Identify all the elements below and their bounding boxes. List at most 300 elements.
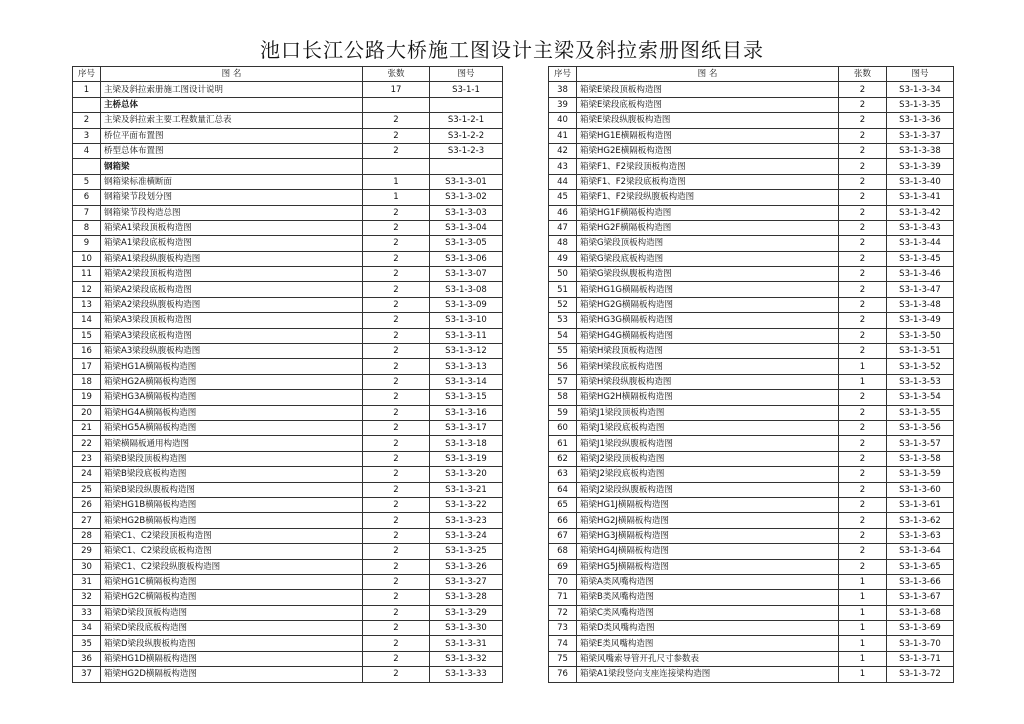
row-sheets: 2	[839, 143, 887, 158]
row-name: 箱梁A1梁段底板构造图	[101, 236, 363, 251]
row-name: 箱梁HG3J横隔板构造图	[577, 528, 839, 543]
row-code: S3-1-3-35	[887, 97, 954, 112]
row-sheets: 2	[363, 544, 430, 559]
table-row	[549, 605, 954, 620]
table-row	[549, 590, 954, 605]
row-name: 箱梁A3梁段纵腹板构造图	[101, 344, 363, 359]
row-code: S3-1-3-28	[430, 590, 503, 605]
row-sheets	[363, 159, 430, 174]
row-code: S3-1-3-56	[887, 420, 954, 435]
row-sheets: 2	[839, 282, 887, 297]
row-code: S3-1-3-55	[887, 405, 954, 420]
table-body-left	[73, 82, 503, 682]
row-code: S3-1-3-48	[887, 297, 954, 312]
row-name: 箱梁HG4G横隔板构造图	[577, 328, 839, 343]
row-no: 60	[549, 420, 577, 435]
row-sheets: 2	[839, 420, 887, 435]
table-row	[549, 467, 954, 482]
row-no: 40	[549, 113, 577, 128]
row-name: 箱梁A类风嘴构造图	[577, 574, 839, 589]
row-code: S3-1-3-63	[887, 528, 954, 543]
row-no: 68	[549, 544, 577, 559]
table-row	[73, 574, 503, 589]
table-row	[549, 359, 954, 374]
row-code: S3-1-3-12	[430, 344, 503, 359]
row-no: 35	[73, 636, 101, 651]
header-no: 序号	[549, 67, 577, 82]
table-row	[549, 113, 954, 128]
row-sheets: 2	[363, 282, 430, 297]
table-row	[73, 97, 503, 112]
table-row	[549, 143, 954, 158]
table-row	[73, 390, 503, 405]
row-no: 23	[73, 451, 101, 466]
row-code: S3-1-3-29	[430, 605, 503, 620]
row-code: S3-1-3-21	[430, 482, 503, 497]
row-sheets: 2	[839, 328, 887, 343]
row-name: 箱梁H梁段顶板构造图	[577, 344, 839, 359]
row-code: S3-1-3-34	[887, 82, 954, 97]
table-row	[549, 267, 954, 282]
row-name: 钢箱梁节段划分图	[101, 190, 363, 205]
row-sheets: 2	[839, 313, 887, 328]
row-name: 箱梁J1梁段顶板构造图	[577, 405, 839, 420]
row-code: S3-1-3-65	[887, 559, 954, 574]
row-no: 31	[73, 574, 101, 589]
row-name: 箱梁J1梁段底板构造图	[577, 420, 839, 435]
row-no: 57	[549, 374, 577, 389]
row-sheets: 1	[839, 636, 887, 651]
row-no: 33	[73, 605, 101, 620]
row-no: 25	[73, 482, 101, 497]
row-name: 箱梁B梁段纵腹板构造图	[101, 482, 363, 497]
row-name: 箱梁A3梁段底板构造图	[101, 328, 363, 343]
row-no: 30	[73, 559, 101, 574]
table-row	[549, 344, 954, 359]
table-row	[73, 374, 503, 389]
table-row	[73, 420, 503, 435]
row-name: 箱梁HG1C横隔板构造图	[101, 574, 363, 589]
row-sheets: 2	[363, 621, 430, 636]
row-code: S3-1-3-32	[430, 651, 503, 666]
table-row	[73, 313, 503, 328]
row-code: S3-1-3-11	[430, 328, 503, 343]
row-no: 48	[549, 236, 577, 251]
row-code: S3-1-3-52	[887, 359, 954, 374]
row-name: 箱梁F1、F2梁段纵腹板构造图	[577, 190, 839, 205]
row-name: 箱梁C1、C2梁段纵腹板构造图	[101, 559, 363, 574]
row-name: 箱梁A1梁段顶板构造图	[101, 220, 363, 235]
row-sheets: 2	[363, 143, 430, 158]
row-name: 箱梁D梁段纵腹板构造图	[101, 636, 363, 651]
header-name: 图 名	[101, 67, 363, 82]
row-code: S3-1-3-51	[887, 344, 954, 359]
row-sheets: 2	[363, 405, 430, 420]
row-no: 49	[549, 251, 577, 266]
table-row	[73, 359, 503, 374]
row-name: 箱梁HG3G横隔板构造图	[577, 313, 839, 328]
table-header-row	[73, 67, 503, 82]
row-sheets: 2	[363, 436, 430, 451]
row-no: 6	[73, 190, 101, 205]
row-no: 15	[73, 328, 101, 343]
table-row	[549, 544, 954, 559]
row-name: 主梁及斜拉索册施工图设计说明	[101, 82, 363, 97]
row-name: 箱梁HG2F横隔板构造图	[577, 220, 839, 235]
row-sheets: 1	[839, 621, 887, 636]
row-sheets: 2	[839, 128, 887, 143]
row-sheets: 17	[363, 82, 430, 97]
row-sheets: 1	[839, 374, 887, 389]
row-no: 3	[73, 128, 101, 143]
row-sheets: 2	[363, 605, 430, 620]
row-sheets: 2	[363, 636, 430, 651]
row-code: S3-1-3-39	[887, 159, 954, 174]
row-code: S3-1-3-02	[430, 190, 503, 205]
row-no: 7	[73, 205, 101, 220]
row-sheets: 1	[839, 667, 887, 682]
row-name: 箱梁C1、C2梁段底板构造图	[101, 544, 363, 559]
row-name: 箱梁A1梁段竖向支座连接梁构造图	[577, 667, 839, 682]
row-code: S3-1-3-10	[430, 313, 503, 328]
row-code: S3-1-3-20	[430, 467, 503, 482]
row-name: 箱梁D梁段顶板构造图	[101, 605, 363, 620]
row-code: S3-1-3-37	[887, 128, 954, 143]
row-sheets: 2	[363, 205, 430, 220]
table-row	[549, 97, 954, 112]
row-no: 52	[549, 297, 577, 312]
row-name: 箱梁D类风嘴构造图	[577, 621, 839, 636]
table-row	[73, 544, 503, 559]
table-row	[73, 328, 503, 343]
row-code: S3-1-3-31	[430, 636, 503, 651]
row-name: 箱梁A2梁段顶板构造图	[101, 267, 363, 282]
table-row	[73, 621, 503, 636]
table-row	[73, 113, 503, 128]
row-code: S3-1-3-58	[887, 451, 954, 466]
table-row	[549, 405, 954, 420]
row-name: 箱梁HG3A横隔板构造图	[101, 390, 363, 405]
row-code: S3-1-3-68	[887, 605, 954, 620]
table-row	[549, 390, 954, 405]
row-code: S3-1-3-42	[887, 205, 954, 220]
row-name: 钢箱梁标准横断面	[101, 174, 363, 189]
row-code	[430, 159, 503, 174]
header-name: 图 名	[577, 67, 839, 82]
row-no: 12	[73, 282, 101, 297]
table-body-right	[549, 82, 954, 682]
table-row	[73, 513, 503, 528]
row-no: 24	[73, 467, 101, 482]
row-no: 74	[549, 636, 577, 651]
table-row	[549, 205, 954, 220]
row-sheets: 1	[839, 605, 887, 620]
row-no: 70	[549, 574, 577, 589]
row-no: 10	[73, 251, 101, 266]
table-row	[549, 621, 954, 636]
row-code: S3-1-3-53	[887, 374, 954, 389]
row-no: 56	[549, 359, 577, 374]
row-no: 62	[549, 451, 577, 466]
row-sheets: 2	[363, 251, 430, 266]
row-name: 箱梁HG2A横隔板构造图	[101, 374, 363, 389]
row-code: S3-1-3-23	[430, 513, 503, 528]
header-sheets: 张数	[363, 67, 430, 82]
row-sheets: 2	[839, 267, 887, 282]
row-code: S3-1-3-01	[430, 174, 503, 189]
row-code: S3-1-3-47	[887, 282, 954, 297]
table-row	[73, 451, 503, 466]
row-sheets: 2	[839, 113, 887, 128]
table-row	[549, 574, 954, 589]
row-name: 箱梁HG1G横隔板构造图	[577, 282, 839, 297]
row-no: 32	[73, 590, 101, 605]
row-name: 箱梁HG1J横隔板构造图	[577, 497, 839, 512]
row-sheets: 2	[363, 267, 430, 282]
row-no: 18	[73, 374, 101, 389]
row-no: 46	[549, 205, 577, 220]
table-row	[73, 128, 503, 143]
row-code: S3-1-3-71	[887, 651, 954, 666]
header-sheets: 张数	[839, 67, 887, 82]
row-sheets: 2	[363, 359, 430, 374]
row-no: 58	[549, 390, 577, 405]
row-code: S3-1-3-54	[887, 390, 954, 405]
table-row	[73, 559, 503, 574]
row-no: 54	[549, 328, 577, 343]
row-sheets: 2	[363, 313, 430, 328]
row-name: 箱梁G梁段底板构造图	[577, 251, 839, 266]
row-name: 桥位平面布置图	[101, 128, 363, 143]
row-code: S3-1-3-07	[430, 267, 503, 282]
table-row	[73, 605, 503, 620]
table-row	[73, 297, 503, 312]
row-name: 桥型总体布置图	[101, 143, 363, 158]
row-no: 41	[549, 128, 577, 143]
row-name: 箱梁HG2J横隔板构造图	[577, 513, 839, 528]
table-row	[549, 282, 954, 297]
table-row	[73, 482, 503, 497]
row-no: 43	[549, 159, 577, 174]
row-no: 76	[549, 667, 577, 682]
row-sheets: 2	[363, 559, 430, 574]
table-row	[549, 651, 954, 666]
row-name: 箱梁横隔板通用构造图	[101, 436, 363, 451]
row-name: 箱梁HG1E横隔板构造图	[577, 128, 839, 143]
table-row	[549, 159, 954, 174]
row-no: 72	[549, 605, 577, 620]
row-code: S3-1-3-50	[887, 328, 954, 343]
table-row	[549, 513, 954, 528]
row-sheets: 2	[363, 574, 430, 589]
row-no: 53	[549, 313, 577, 328]
table-row	[549, 251, 954, 266]
row-sheets: 2	[839, 467, 887, 482]
row-code: S3-1-3-22	[430, 497, 503, 512]
row-name: 箱梁HG1A横隔板构造图	[101, 359, 363, 374]
row-no: 73	[549, 621, 577, 636]
table-row	[549, 420, 954, 435]
row-no: 17	[73, 359, 101, 374]
row-sheets: 2	[839, 220, 887, 235]
row-code: S3-1-2-1	[430, 113, 503, 128]
table-row	[73, 344, 503, 359]
row-name: 主梁及斜拉索主要工程数量汇总表	[101, 113, 363, 128]
row-sheets: 2	[839, 436, 887, 451]
row-no: 47	[549, 220, 577, 235]
row-sheets	[363, 97, 430, 112]
row-no: 75	[549, 651, 577, 666]
table-row	[73, 220, 503, 235]
row-sheets: 1	[363, 174, 430, 189]
row-sheets: 2	[363, 236, 430, 251]
table-row	[549, 313, 954, 328]
row-sheets: 2	[839, 405, 887, 420]
row-name: 箱梁HG2G横隔板构造图	[577, 297, 839, 312]
row-sheets: 2	[839, 544, 887, 559]
row-sheets: 1	[839, 590, 887, 605]
row-name: 箱梁HG2H横隔板构造图	[577, 390, 839, 405]
table-row	[549, 220, 954, 235]
row-no: 38	[549, 82, 577, 97]
row-no: 36	[73, 651, 101, 666]
row-sheets: 2	[363, 128, 430, 143]
row-name: 箱梁A2梁段底板构造图	[101, 282, 363, 297]
row-code: S3-1-3-08	[430, 282, 503, 297]
row-name: 箱梁C1、C2梁段顶板构造图	[101, 528, 363, 543]
row-no: 71	[549, 590, 577, 605]
row-code: S3-1-3-36	[887, 113, 954, 128]
row-name: 箱梁HG4J横隔板构造图	[577, 544, 839, 559]
drawing-index-table-left	[72, 66, 503, 683]
row-no: 63	[549, 467, 577, 482]
row-no: 14	[73, 313, 101, 328]
row-sheets: 2	[839, 82, 887, 97]
row-no: 65	[549, 497, 577, 512]
row-sheets: 2	[363, 667, 430, 682]
row-no: 59	[549, 405, 577, 420]
table-row	[549, 451, 954, 466]
row-no: 28	[73, 528, 101, 543]
row-code: S3-1-3-18	[430, 436, 503, 451]
row-code: S3-1-3-72	[887, 667, 954, 682]
row-code	[430, 97, 503, 112]
row-code: S3-1-3-45	[887, 251, 954, 266]
row-code: S3-1-3-15	[430, 390, 503, 405]
row-name: 箱梁J2梁段底板构造图	[577, 467, 839, 482]
row-code: S3-1-1	[430, 82, 503, 97]
table-row	[73, 436, 503, 451]
row-name: 钢箱梁节段构造总图	[101, 205, 363, 220]
row-name: 箱梁E类风嘴构造图	[577, 636, 839, 651]
row-sheets: 2	[839, 159, 887, 174]
table-row	[549, 82, 954, 97]
table-header-row	[549, 67, 954, 82]
row-name: 箱梁HG2C横隔板构造图	[101, 590, 363, 605]
row-sheets: 2	[839, 482, 887, 497]
row-no: 4	[73, 143, 101, 158]
row-sheets: 1	[363, 190, 430, 205]
page-title: 池口长江公路大桥施工图设计主梁及斜拉索册图纸目录	[260, 38, 764, 62]
row-sheets: 1	[839, 651, 887, 666]
row-sheets: 2	[839, 528, 887, 543]
row-name: 箱梁G梁段顶板构造图	[577, 236, 839, 251]
table-row	[549, 174, 954, 189]
row-name: 箱梁B梁段底板构造图	[101, 467, 363, 482]
row-sheets: 2	[839, 205, 887, 220]
row-no: 37	[73, 667, 101, 682]
row-name: 钢箱梁	[101, 159, 363, 174]
row-code: S3-1-3-67	[887, 590, 954, 605]
row-sheets: 2	[363, 344, 430, 359]
table-row	[73, 590, 503, 605]
row-name: 箱梁B梁段顶板构造图	[101, 451, 363, 466]
row-code: S3-1-3-04	[430, 220, 503, 235]
row-code: S3-1-3-06	[430, 251, 503, 266]
row-sheets: 2	[363, 113, 430, 128]
row-code: S3-1-3-66	[887, 574, 954, 589]
row-code: S3-1-3-64	[887, 544, 954, 559]
row-no: 22	[73, 436, 101, 451]
row-name: 箱梁J1梁段纵腹板构造图	[577, 436, 839, 451]
header-no: 序号	[73, 67, 101, 82]
table-row	[73, 190, 503, 205]
row-name: 箱梁HG2B横隔板构造图	[101, 513, 363, 528]
row-name: 箱梁风嘴索导管开孔尺寸参数表	[577, 651, 839, 666]
row-no: 21	[73, 420, 101, 435]
row-code: S3-1-3-27	[430, 574, 503, 589]
table-row	[549, 374, 954, 389]
row-sheets: 2	[363, 390, 430, 405]
row-no: 42	[549, 143, 577, 158]
table-row	[73, 405, 503, 420]
table-row	[73, 467, 503, 482]
row-no: 13	[73, 297, 101, 312]
row-code: S3-1-3-25	[430, 544, 503, 559]
row-code: S3-1-3-61	[887, 497, 954, 512]
row-code: S3-1-3-49	[887, 313, 954, 328]
row-no: 16	[73, 344, 101, 359]
row-no: 64	[549, 482, 577, 497]
row-sheets: 2	[363, 467, 430, 482]
header-code: 图号	[430, 67, 503, 82]
row-sheets: 2	[839, 497, 887, 512]
table-row	[73, 251, 503, 266]
row-name: 箱梁HG5J横隔板构造图	[577, 559, 839, 574]
table-row	[73, 205, 503, 220]
header-code: 图号	[887, 67, 954, 82]
row-code: S3-1-3-46	[887, 267, 954, 282]
row-sheets: 2	[363, 497, 430, 512]
row-name: 箱梁HG2D横隔板构造图	[101, 667, 363, 682]
table-row	[549, 497, 954, 512]
row-code: S3-1-3-43	[887, 220, 954, 235]
row-sheets: 2	[363, 590, 430, 605]
table-row	[549, 667, 954, 682]
row-name: 箱梁HG4A横隔板构造图	[101, 405, 363, 420]
row-name: 箱梁A3梁段顶板构造图	[101, 313, 363, 328]
row-no: 67	[549, 528, 577, 543]
row-sheets: 2	[363, 513, 430, 528]
row-name: 箱梁HG1D横隔板构造图	[101, 651, 363, 666]
row-code: S3-1-3-24	[430, 528, 503, 543]
row-code: S3-1-3-16	[430, 405, 503, 420]
row-name: 箱梁E梁段顶板构造图	[577, 82, 839, 97]
table-row	[549, 128, 954, 143]
table-row	[73, 651, 503, 666]
row-code: S3-1-3-60	[887, 482, 954, 497]
row-sheets: 2	[363, 528, 430, 543]
